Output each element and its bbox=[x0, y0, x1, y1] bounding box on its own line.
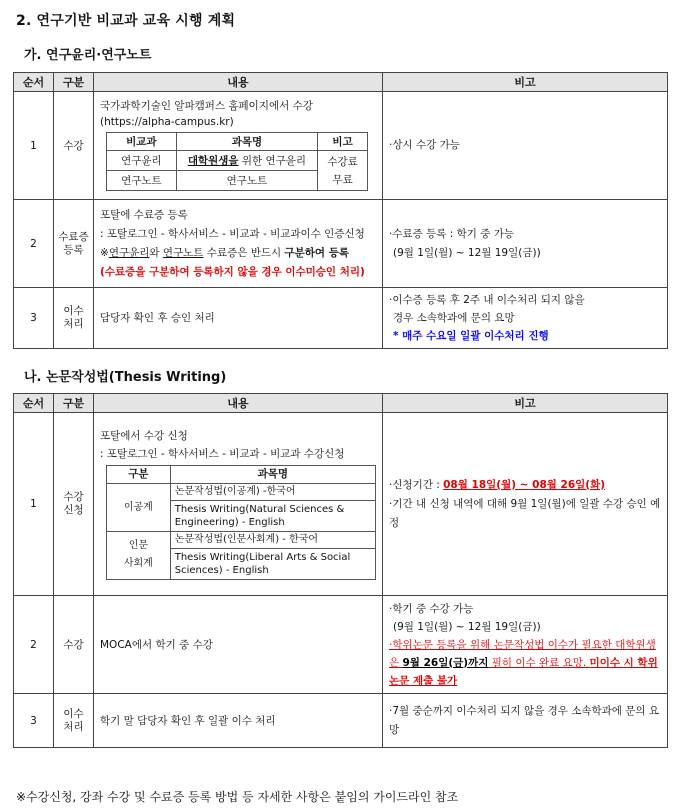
row-category: 수강 신청 bbox=[54, 413, 94, 596]
inner-cell: Thesis Writing(Liberal Arts & Social Sciences) - English bbox=[170, 548, 375, 579]
row-content: 학기 말 담당자 확인 후 일괄 이수 처리 bbox=[94, 694, 383, 748]
table-row bbox=[14, 200, 668, 288]
course-table bbox=[106, 465, 376, 580]
row-note: ·상시 수강 가능 bbox=[383, 92, 668, 200]
inner-header: 과목명 bbox=[170, 465, 375, 483]
inner-note: 수강료 무료 bbox=[318, 151, 368, 191]
section2-heading: 나. 논문작성법(Thesis Writing) bbox=[24, 370, 227, 385]
content-url: (https://alpha-campus.kr) bbox=[100, 116, 234, 128]
inner-cell: 연구노트 bbox=[107, 171, 177, 191]
inner-cell: 논문작성법(인문사회계) - 한국어 bbox=[170, 531, 375, 548]
table-row bbox=[14, 694, 668, 748]
inner-header: 비고 bbox=[318, 133, 368, 151]
row-note: ·신청기간 : 08월 18일(월) ~ 08월 26일(화) ·기간 내 신청 내역에 대해 9월 1일(월)에 일괄 수강 승인 예정 bbox=[383, 413, 668, 596]
section1-heading: 가. 연구윤리·연구노트 bbox=[24, 48, 152, 63]
section1-table bbox=[13, 72, 668, 349]
row-content: 포탈에 수료증 등록 : 포탈로그인 - 학사서비스 - 비교과 - 비교과이수 인증신청 ※연구윤리와 연구노트 수료증은 반드시 구분하여 등록 (수료증을 구분하여 등록하지 않을 경우 이수미승인 처리) bbox=[94, 200, 383, 288]
page-title: 2. 연구기반 비교과 교육 시행 계획 bbox=[16, 13, 236, 29]
header-order: 순서 bbox=[14, 73, 54, 92]
table-row bbox=[14, 288, 668, 349]
inner-cell: Thesis Writing(Natural Sciences & Engineering) - English bbox=[170, 500, 375, 531]
inner-cell: 연구노트 bbox=[176, 171, 317, 191]
header-note: 비고 bbox=[383, 73, 668, 92]
table-row bbox=[14, 92, 668, 200]
row-note: ·7월 중순까지 이수처리 되지 않을 경우 소속학과에 문의 요망 bbox=[383, 694, 668, 748]
row-category: 수료증 등록 bbox=[54, 200, 94, 288]
row-content: 포탈에서 수강 신청 : 포탈로그인 - 학사서비스 - 비교과 - 비교과 수강신청 구분 과목명 이공계 논문작성법(이공계) -한국어 Thesis Writing(Natural Sciences & Engineering) - English 인문 사회계 논문작성법(인문사회계) - 한국어 Thesis Writing(Liberal Arts & Social Sciences) - English bbox=[94, 413, 383, 596]
row-number: 2 bbox=[14, 596, 54, 694]
row-category: 수강 bbox=[54, 596, 94, 694]
row-number: 3 bbox=[14, 694, 54, 748]
inner-cell: 인문 사회계 bbox=[107, 531, 171, 579]
content-line: 국가과학기술인 알파캠퍼스 홈페이지에서 수강 bbox=[100, 100, 313, 112]
row-content: 담당자 확인 후 승인 처리 bbox=[94, 288, 383, 349]
row-number: 2 bbox=[14, 200, 54, 288]
inner-header: 과목명 bbox=[176, 133, 317, 151]
inner-header: 비교과 bbox=[107, 133, 177, 151]
header-content: 내용 bbox=[94, 394, 383, 413]
header-order: 순서 bbox=[14, 394, 54, 413]
inner-cell: 연구윤리 bbox=[107, 151, 177, 171]
inner-cell: 논문작성법(이공계) -한국어 bbox=[170, 483, 375, 500]
row-number: 1 bbox=[14, 413, 54, 596]
row-note: ·수료증 등록 : 학기 중 가능 (9월 1일(월) ~ 12월 19일(금)) bbox=[383, 200, 668, 288]
footer-note: ※수강신청, 강좌 수강 및 수료증 등록 방법 등 자세한 사항은 붙임의 가이드라인 참조 bbox=[16, 790, 459, 804]
row-number: 3 bbox=[14, 288, 54, 349]
header-category: 구분 bbox=[54, 394, 94, 413]
row-content bbox=[94, 92, 383, 200]
row-note: ·이수증 등록 후 2주 내 이수처리 되지 않을 경우 소속학과에 문의 요망 * 매주 수요일 일괄 이수처리 진행 bbox=[383, 288, 668, 349]
table-row bbox=[14, 413, 668, 596]
inner-cell: 이공계 bbox=[107, 483, 171, 531]
row-content: MOCA에서 학기 중 수강 bbox=[94, 596, 383, 694]
inner-header: 구분 bbox=[107, 465, 171, 483]
header-category: 구분 bbox=[54, 73, 94, 92]
row-number: 1 bbox=[14, 92, 54, 200]
header-note: 비고 bbox=[383, 394, 668, 413]
header-content: 내용 bbox=[94, 73, 383, 92]
row-category: 이수 처리 bbox=[54, 288, 94, 349]
course-table bbox=[106, 132, 368, 191]
row-note: ·학기 중 수강 가능 (9월 1일(월) ~ 12월 19일(금)) ·학위논문 등록을 위해 논문작성법 이수가 필요한 대학원생은 9월 26일(금)까지 필히 이수 완료 요망. 미이수 시 학위논문 제출 불가 bbox=[383, 596, 668, 694]
inner-cell: 대학원생을 위한 연구윤리 bbox=[176, 151, 317, 171]
table-row bbox=[14, 596, 668, 694]
row-category: 이수 처리 bbox=[54, 694, 94, 748]
row-category: 수강 bbox=[54, 92, 94, 200]
section2-table bbox=[13, 393, 668, 748]
